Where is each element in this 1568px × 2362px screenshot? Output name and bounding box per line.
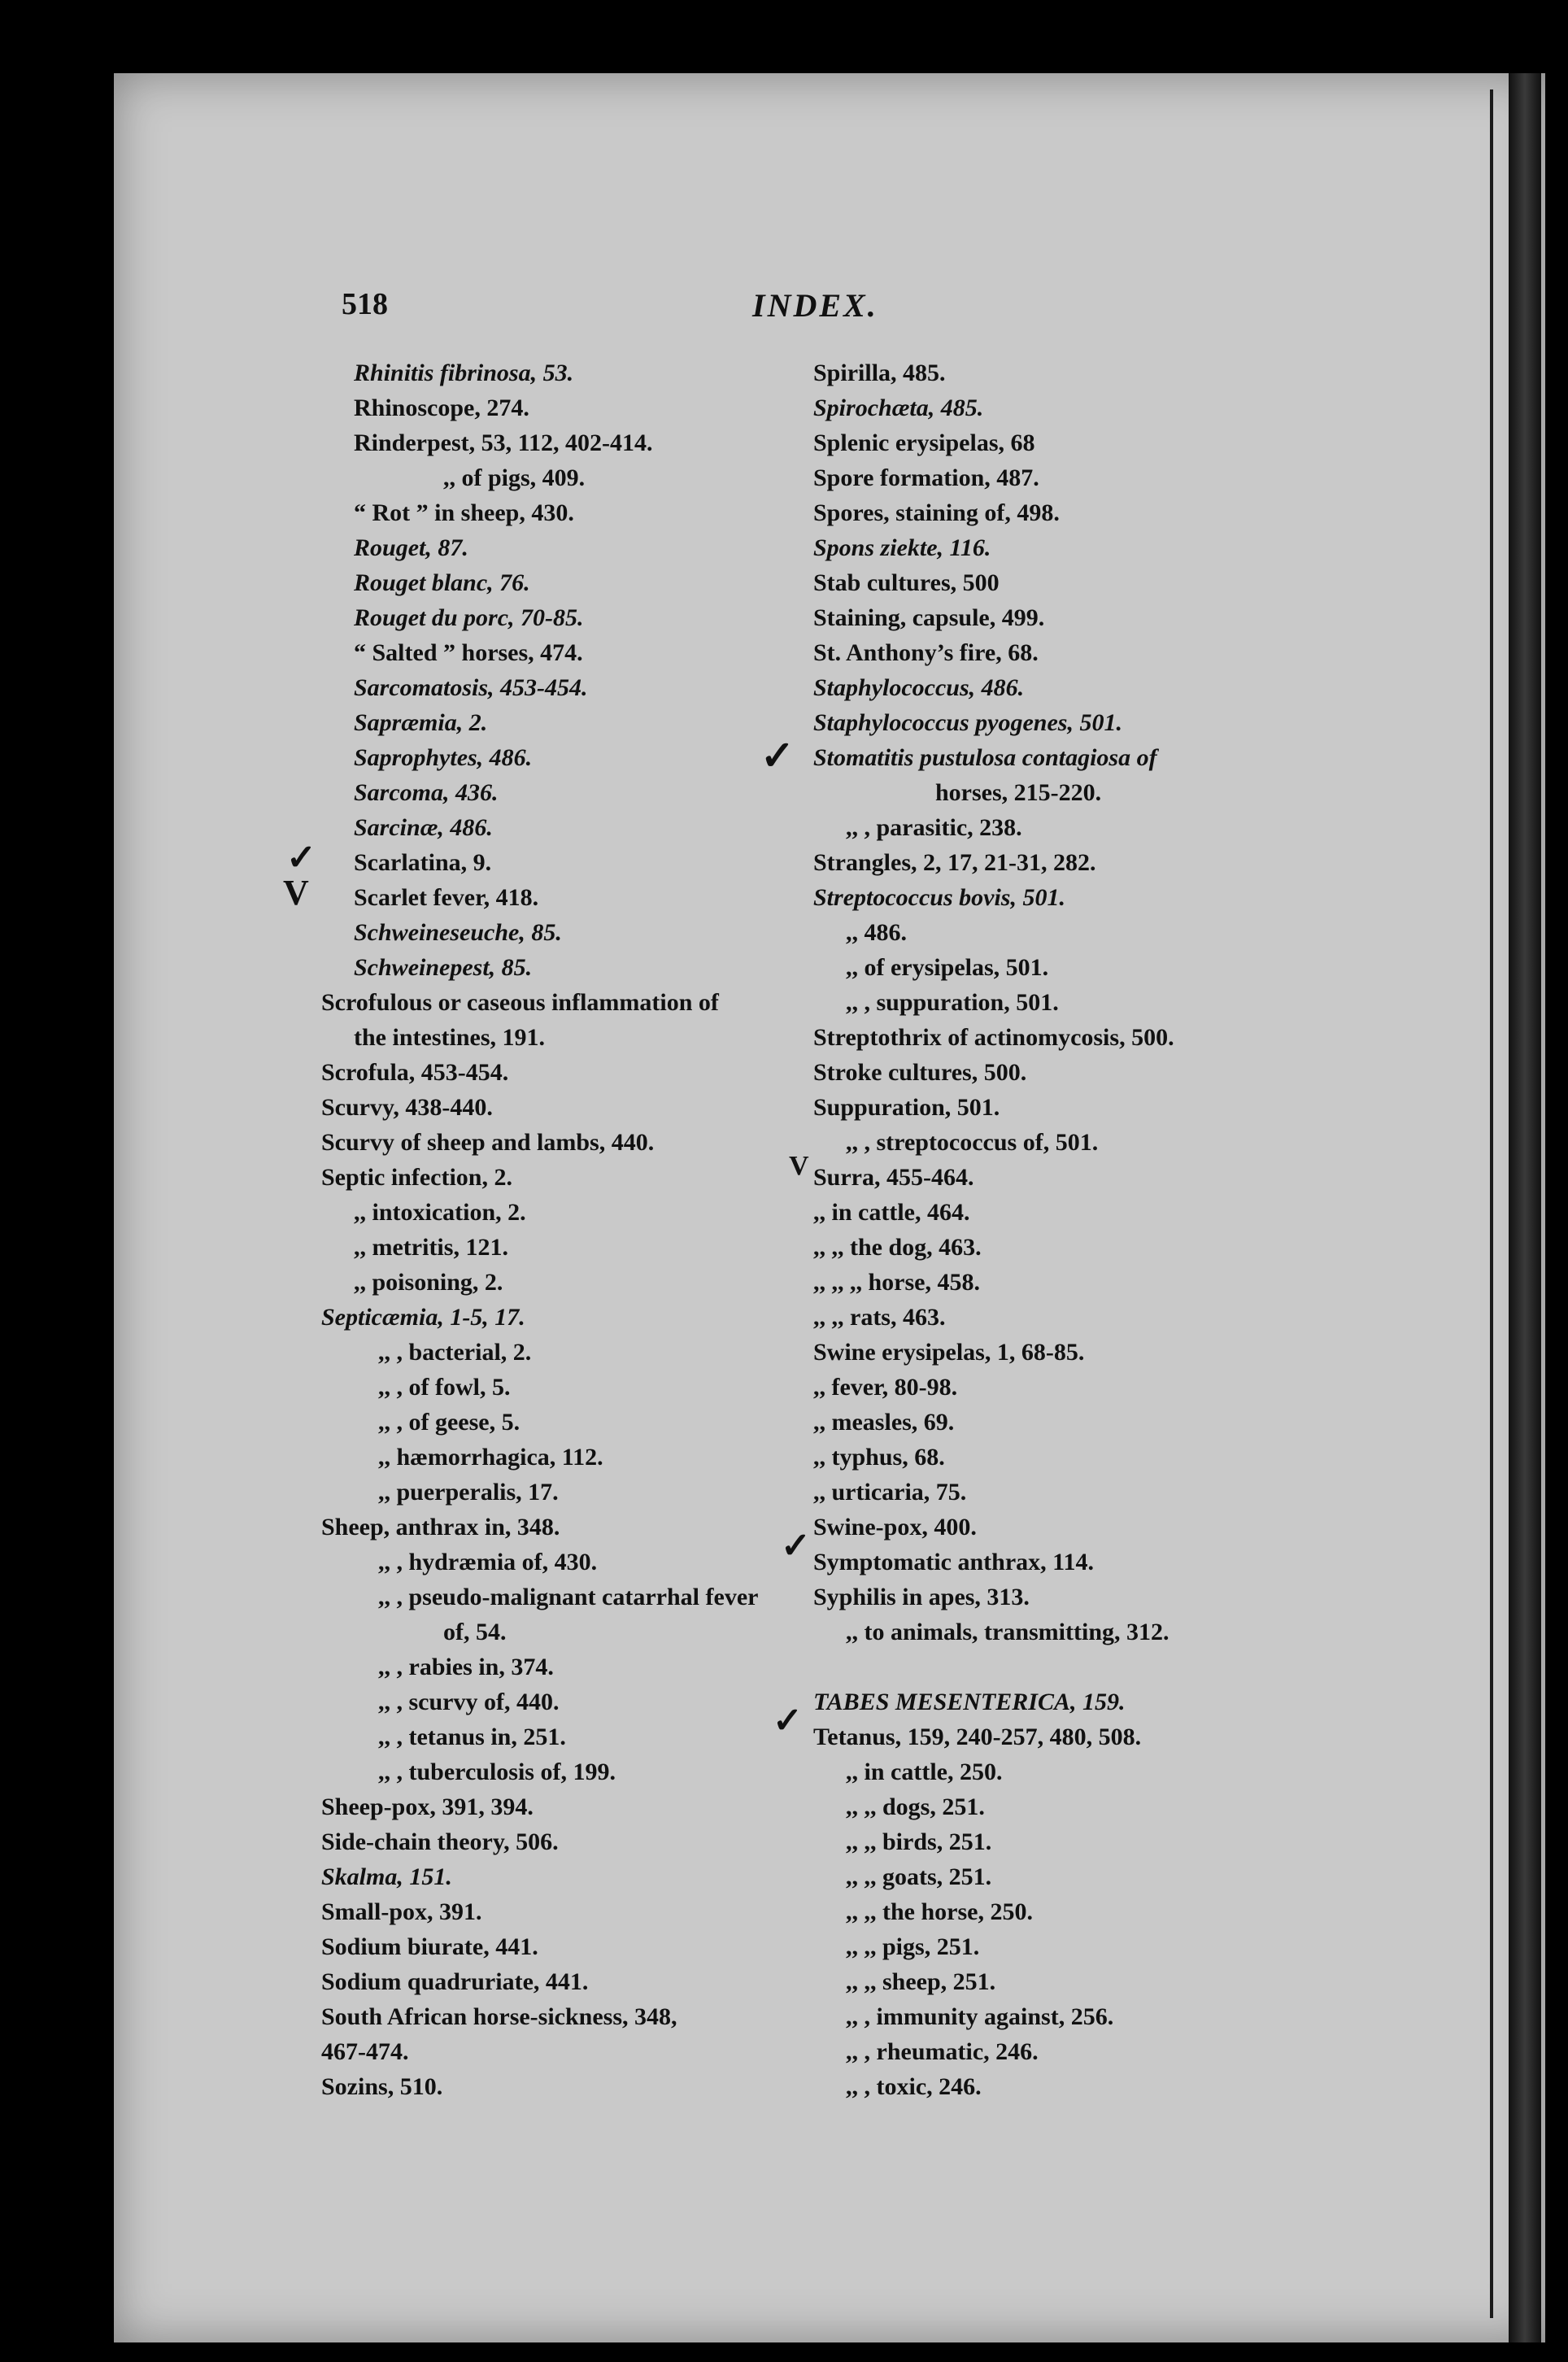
index-entry <box>813 1649 1318 1684</box>
index-entry: ,, , bacterial, 2. <box>378 1339 532 1366</box>
index-entry: 467-474. <box>321 2038 409 2065</box>
index-entry: ,, , toxic, 246. <box>846 2073 982 2100</box>
index-entry: Rouget du porc, 70-85. <box>354 604 584 631</box>
index-entry: Septicæmia, 1-5, 17. <box>321 1304 525 1331</box>
index-entry: Sarcomatosis, 453-454. <box>354 674 588 701</box>
index-entry: Spons ziekte, 116. <box>813 534 991 561</box>
index-entry: Spores, staining of, 498. <box>813 499 1060 526</box>
index-entry: Sheep, anthrax in, 348. <box>321 1514 560 1541</box>
index-entry: ,, ,, ,, horse, 458. <box>813 1269 980 1296</box>
index-entry: Spirοchæta, 485. <box>813 394 984 421</box>
index-entry: ,, ,, the dog, 463. <box>813 1234 982 1261</box>
index-entry: ,, , hydræmia of, 430. <box>378 1549 598 1575</box>
index-entry: Sapræmia, 2. <box>354 709 488 736</box>
index-entry: ,, of erysipelas, 501. <box>846 954 1049 981</box>
index-entry: ,, of pigs, 409. <box>443 464 586 491</box>
index-entry: ,, ,, pigs, 251. <box>846 1933 980 1960</box>
index-entry: Rhinoscope, 274. <box>354 394 529 421</box>
index-entry: of, 54. <box>443 1619 507 1645</box>
index-entry: horses, 215-220. <box>935 779 1102 806</box>
index-entry: Sozins, 510. <box>321 2073 443 2100</box>
index-entry: ,, intoxication, 2. <box>354 1199 526 1226</box>
index-entry: ,, in cattle, 464. <box>813 1199 970 1226</box>
index-entry: Sodium biurate, 441. <box>321 1933 538 1960</box>
index-entry: ,, , scurvy of, 440. <box>378 1689 560 1715</box>
book-spine <box>1509 73 1541 2342</box>
index-entry: ,, typhus, 68. <box>813 1444 945 1471</box>
index-entry: ,, measles, 69. <box>813 1409 955 1436</box>
page-edge <box>1490 89 1493 2318</box>
index-entry: ,, , parasitic, 238. <box>846 814 1022 841</box>
index-entry: ,, ,, birds, 251. <box>846 1828 992 1855</box>
index-entry: Streptothrix of actinomycosis, 500. <box>813 1024 1174 1051</box>
index-entry: ,, fever, 80-98. <box>813 1374 958 1401</box>
index-entry: ,, ,, sheep, 251. <box>846 1968 996 1995</box>
index-entry: ,, metritis, 121. <box>354 1234 508 1261</box>
check-mark-icon: ✓ <box>781 1526 811 1566</box>
index-entry: ,, , streptococcus of, 501. <box>846 1129 1099 1156</box>
index-entry: Schweinepest, 85. <box>354 954 533 981</box>
index-entry: Rouget, 87. <box>354 534 468 561</box>
index-entry: Surra, 455-464. <box>813 1164 974 1191</box>
index-entry: Stroke cultures, 500. <box>813 1059 1027 1086</box>
index-entry: ,, ,, the horse, 250. <box>846 1898 1033 1925</box>
index-entry: Scurvy, 438-440. <box>321 1094 493 1121</box>
page-number: 518 <box>342 287 388 321</box>
index-entry: ,, ,, goats, 251. <box>846 1863 992 1890</box>
index-entry: TABES MESENTERICA, 159. <box>813 1689 1126 1715</box>
check-mark-icon: ✓ <box>286 838 316 878</box>
index-entry: Sodium quadruriate, 441. <box>321 1968 589 1995</box>
index-entry: ,, puerperalis, 17. <box>378 1479 559 1506</box>
index-entry: Symptomatic anthrax, 114. <box>813 1549 1094 1575</box>
index-entry: Streptococcus bovis, 501. <box>813 884 1065 911</box>
index-entry: Staphylococcus pyogenes, 501. <box>813 709 1122 736</box>
index-entry: “ Rot ” in sheep, 430. <box>354 499 574 526</box>
index-entry: the intestines, 191. <box>354 1024 545 1051</box>
index-entry: Staining, capsule, 499. <box>813 604 1045 631</box>
index-entry: ,, , pseudo-malignant catarrhal fever <box>378 1584 759 1610</box>
index-entry: Splenic erysipelas, 68 <box>813 429 1035 456</box>
index-entry: Scarlatina, 9. <box>354 849 492 876</box>
index-entry: ,, , of geese, 5. <box>378 1409 520 1436</box>
index-entry: Swine-pox, 400. <box>813 1514 977 1541</box>
index-entry: St. Anthony’s fire, 68. <box>813 639 1039 666</box>
index-entry: ,, , tetanus in, 251. <box>378 1724 566 1750</box>
index-entry: Schweineseuche, 85. <box>354 919 562 946</box>
index-column-right <box>813 355 1318 2104</box>
index-entry: Syphilis in apes, 313. <box>813 1584 1030 1610</box>
index-entry: South African horse-sickness, 348, <box>321 2003 677 2030</box>
index-entry: ,, to animals, transmitting, 312. <box>846 1619 1169 1645</box>
index-entry: ,, , of fowl, 5. <box>378 1374 511 1401</box>
index-entry: Suppuration, 501. <box>813 1094 1000 1121</box>
index-entry: Scrofula, 453-454. <box>321 1059 509 1086</box>
index-entry: Stomatitis pustulosa contagiosa of <box>813 744 1157 771</box>
index-entry: ,, , suppuration, 501. <box>846 989 1059 1016</box>
index-entry: Small-pox, 391. <box>321 1898 482 1925</box>
index-entry: ,, 486. <box>846 919 907 946</box>
index-entry: ,, hæmorrhagica, 112. <box>378 1444 603 1471</box>
index-entry: Tetanus, 159, 240-257, 480, 508. <box>813 1724 1142 1750</box>
index-entry: Scrofulous or caseous inflammation of <box>321 989 719 1016</box>
index-entry: Skalma, 151. <box>321 1863 452 1890</box>
index-entry: ,, urticaria, 75. <box>813 1479 967 1506</box>
index-entry: Staphylococcus, 486. <box>813 674 1025 701</box>
index-entry: Saprophytes, 486. <box>354 744 533 771</box>
index-entry: Rhinitis fibrinosa, 53. <box>354 360 574 386</box>
index-entry: “ Salted ” horses, 474. <box>354 639 583 666</box>
index-entry: Rouget blanc, 76. <box>354 569 530 596</box>
index-column-left <box>321 355 801 2104</box>
page-title: INDEX. <box>752 287 878 324</box>
v-mark-icon: V <box>789 1151 809 1181</box>
index-entry: Sheep-pox, 391, 394. <box>321 1793 534 1820</box>
index-entry: Spore formation, 487. <box>813 464 1039 491</box>
index-entry: Septic infection, 2. <box>321 1164 512 1191</box>
index-entry: Rinderpest, 53, 112, 402-414. <box>354 429 653 456</box>
check-mark-icon: ✓ <box>773 1701 803 1741</box>
index-entry: Scarlet fever, 418. <box>354 884 539 911</box>
index-entry: Swine erysipelas, 1, 68-85. <box>813 1339 1085 1366</box>
v-mark-icon: V <box>283 873 309 913</box>
index-entry: Sarcinæ, 486. <box>354 814 493 841</box>
index-entry: ,, , rheumatic, 246. <box>846 2038 1039 2065</box>
index-entry: ,, ,, dogs, 251. <box>846 1793 985 1820</box>
check-mark-icon: ✓ <box>760 733 795 778</box>
index-entry: Sarcoma, 436. <box>354 779 499 806</box>
index-entry: ,, , immunity against, 256. <box>846 2003 1114 2030</box>
index-entry: ,, in cattle, 250. <box>846 1758 1003 1785</box>
index-entry: Scurvy of sheep and lambs, 440. <box>321 1129 655 1156</box>
index-entry: ,, poisoning, 2. <box>354 1269 503 1296</box>
index-entry: Strangles, 2, 17, 21-31, 282. <box>813 849 1096 876</box>
index-entry: Side-chain theory, 506. <box>321 1828 559 1855</box>
index-entry: ,, , rabies in, 374. <box>378 1654 554 1680</box>
index-entry: ,, , tuberculosis of, 199. <box>378 1758 616 1785</box>
index-entry: Spirilla, 485. <box>813 360 946 386</box>
index-entry: Stab cultures, 500 <box>813 569 1000 596</box>
index-entry: ,, ,, rats, 463. <box>813 1304 946 1331</box>
